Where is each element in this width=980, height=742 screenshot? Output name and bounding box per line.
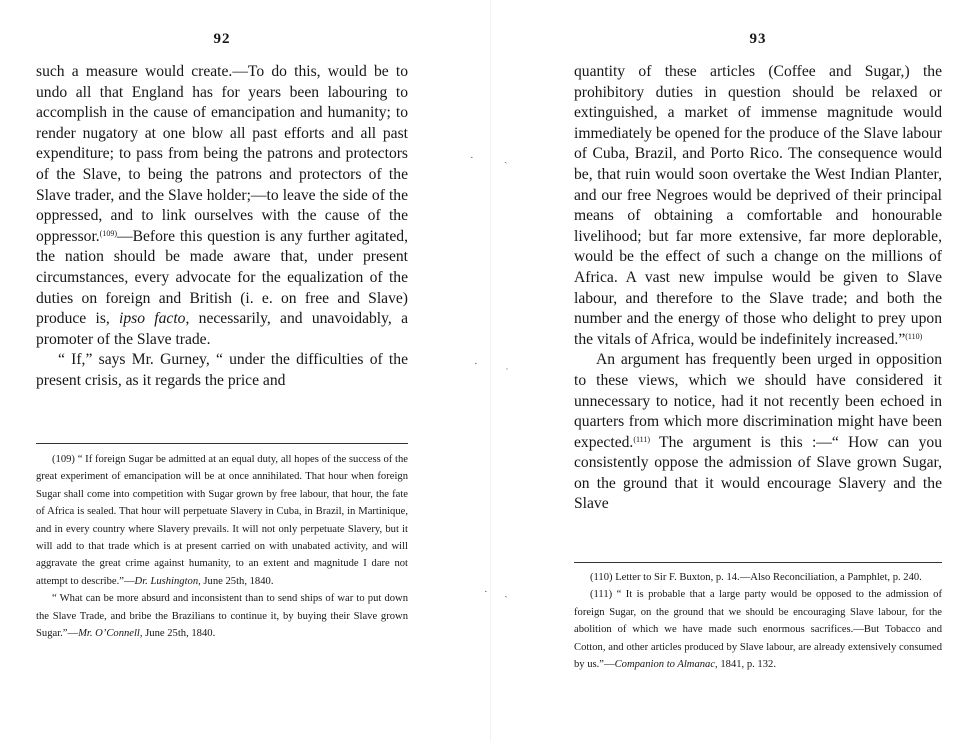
gutter-mark: · ˌ <box>474 358 509 370</box>
footnote: “ What can be more absurd and inconsistent than to send ships of war to put down the Slave Trade, and bribe the Brazilians to continue it, by buying their Slave grown Sugar.”—Mr. O’Connell, June 25th, 1840. <box>36 593 408 640</box>
gutter-mark: · ˎ <box>484 586 508 598</box>
page-number: 92 <box>213 31 231 47</box>
footnote-divider <box>574 562 942 563</box>
footnote-reference: (109) <box>99 228 117 238</box>
footnote-reference: (110) <box>905 331 923 341</box>
paragraph: “ If,” says Mr. Gurney, “ under the difficulties of the present crisis, as it regards the price and <box>36 351 408 389</box>
footnote-divider <box>36 443 408 444</box>
footnote: (109) “ If foreign Sugar be admitted at an equal duty, all hopes of the success of the great experiment of emancipation will be at once annihilated. That hour when foreign Sugar shall come into competition with Sugar grown by free labour, that hour, the fate of Africa is sealed. That hour will perpetuate Slavery in Cuba, in Brazil, in Martinique, and in every country where Slavery prevails. It will not only perpetuate Slavery, but it will add to that trade which is at present carried on with unabated activity, and will aggravate the great crime against humanity, to an extent and magnitude I dare not attempt to describe.”—Dr. Lushington, June 25th, 1840. <box>36 454 408 587</box>
footnote: (110) Letter to Sir F. Buxton, p. 14.—Also Reconciliation, a Pamphlet, p. 240. <box>590 572 922 583</box>
page-number: 93 <box>749 31 767 47</box>
left-page <box>36 0 408 742</box>
footnote-reference: (111) <box>633 434 651 444</box>
page-body <box>574 62 942 515</box>
right-page <box>574 0 942 742</box>
footnotes <box>36 451 408 642</box>
paragraph: such a measure would create.—To do this, would be to undo all that England has for years been labouring to accomplish in the cause of emancipation and humanity; to render nugatory at one blow all past efforts and all past expenditure; to pass from being the patrons and protectors of the Slave, to being the patrons and protectors of the Slave trader, and the Slave holder;—to leave the side of the oppressed, and to link ourselves with the cause of the oppressor.$^{(109)}$—Before this question is any further agitated, the nation should be made aware that, under present circumstances, every advocate for the equalization of the duties on foreign and British (i. e. on free and Slave) produce is, ipso facto, necessarily, and unavoidably, a promoter of the Slave trade. <box>36 63 408 348</box>
gutter <box>490 0 491 742</box>
gutter-mark: · ˎ <box>470 152 508 164</box>
paragraph: quantity of these articles (Coffee and Sugar,) the prohibitory duties in question should be relaxed or extinguished, a market of immense magnitude would immediately be opened for the produce of the Slave labour of Cuba, Brazil, and Porto Rico. The consequence would be, that ruin would soon overtake the West Indian Planter, and our free Negroes would be deprived of their principal means of obtaining a comfortable and honourable livelihood; but far more extensive, far more deplorable, would be the effect of such a change on the millions of Africa. A vast new impulse would be given to Slave labour, and therefore to the Slave trade; and both the number and the energy of those who delight to prey upon the vitals of Africa, would be indefinitely increased.”$^{(110)}$ <box>574 63 942 348</box>
paragraph: An argument has frequently been urged in opposition to these views, which we should have considered it unnecessary to notice, had it not recently been echoed in quarters from which more discrimination might have been expected.$^{(111)}$ The argument is this :—“ How can you consistently oppose the admission of Slave grown Sugar, on the ground that it would encourage Slavery and the Slave <box>574 351 942 513</box>
footnote: (111) “ It is probable that a large party would be opposed to the admission of foreign Sugar, on the ground that we should be encouraging Slave labour, for the abolition of which we have made such enormous sacrifices.—But Tobacco and Cotton, and other articles produced by Slave labour, are already extensively consumed by us.”—Companion to Almanac, 1841, p. 132. <box>574 589 942 671</box>
page-body <box>36 62 408 392</box>
footnotes <box>574 569 942 673</box>
